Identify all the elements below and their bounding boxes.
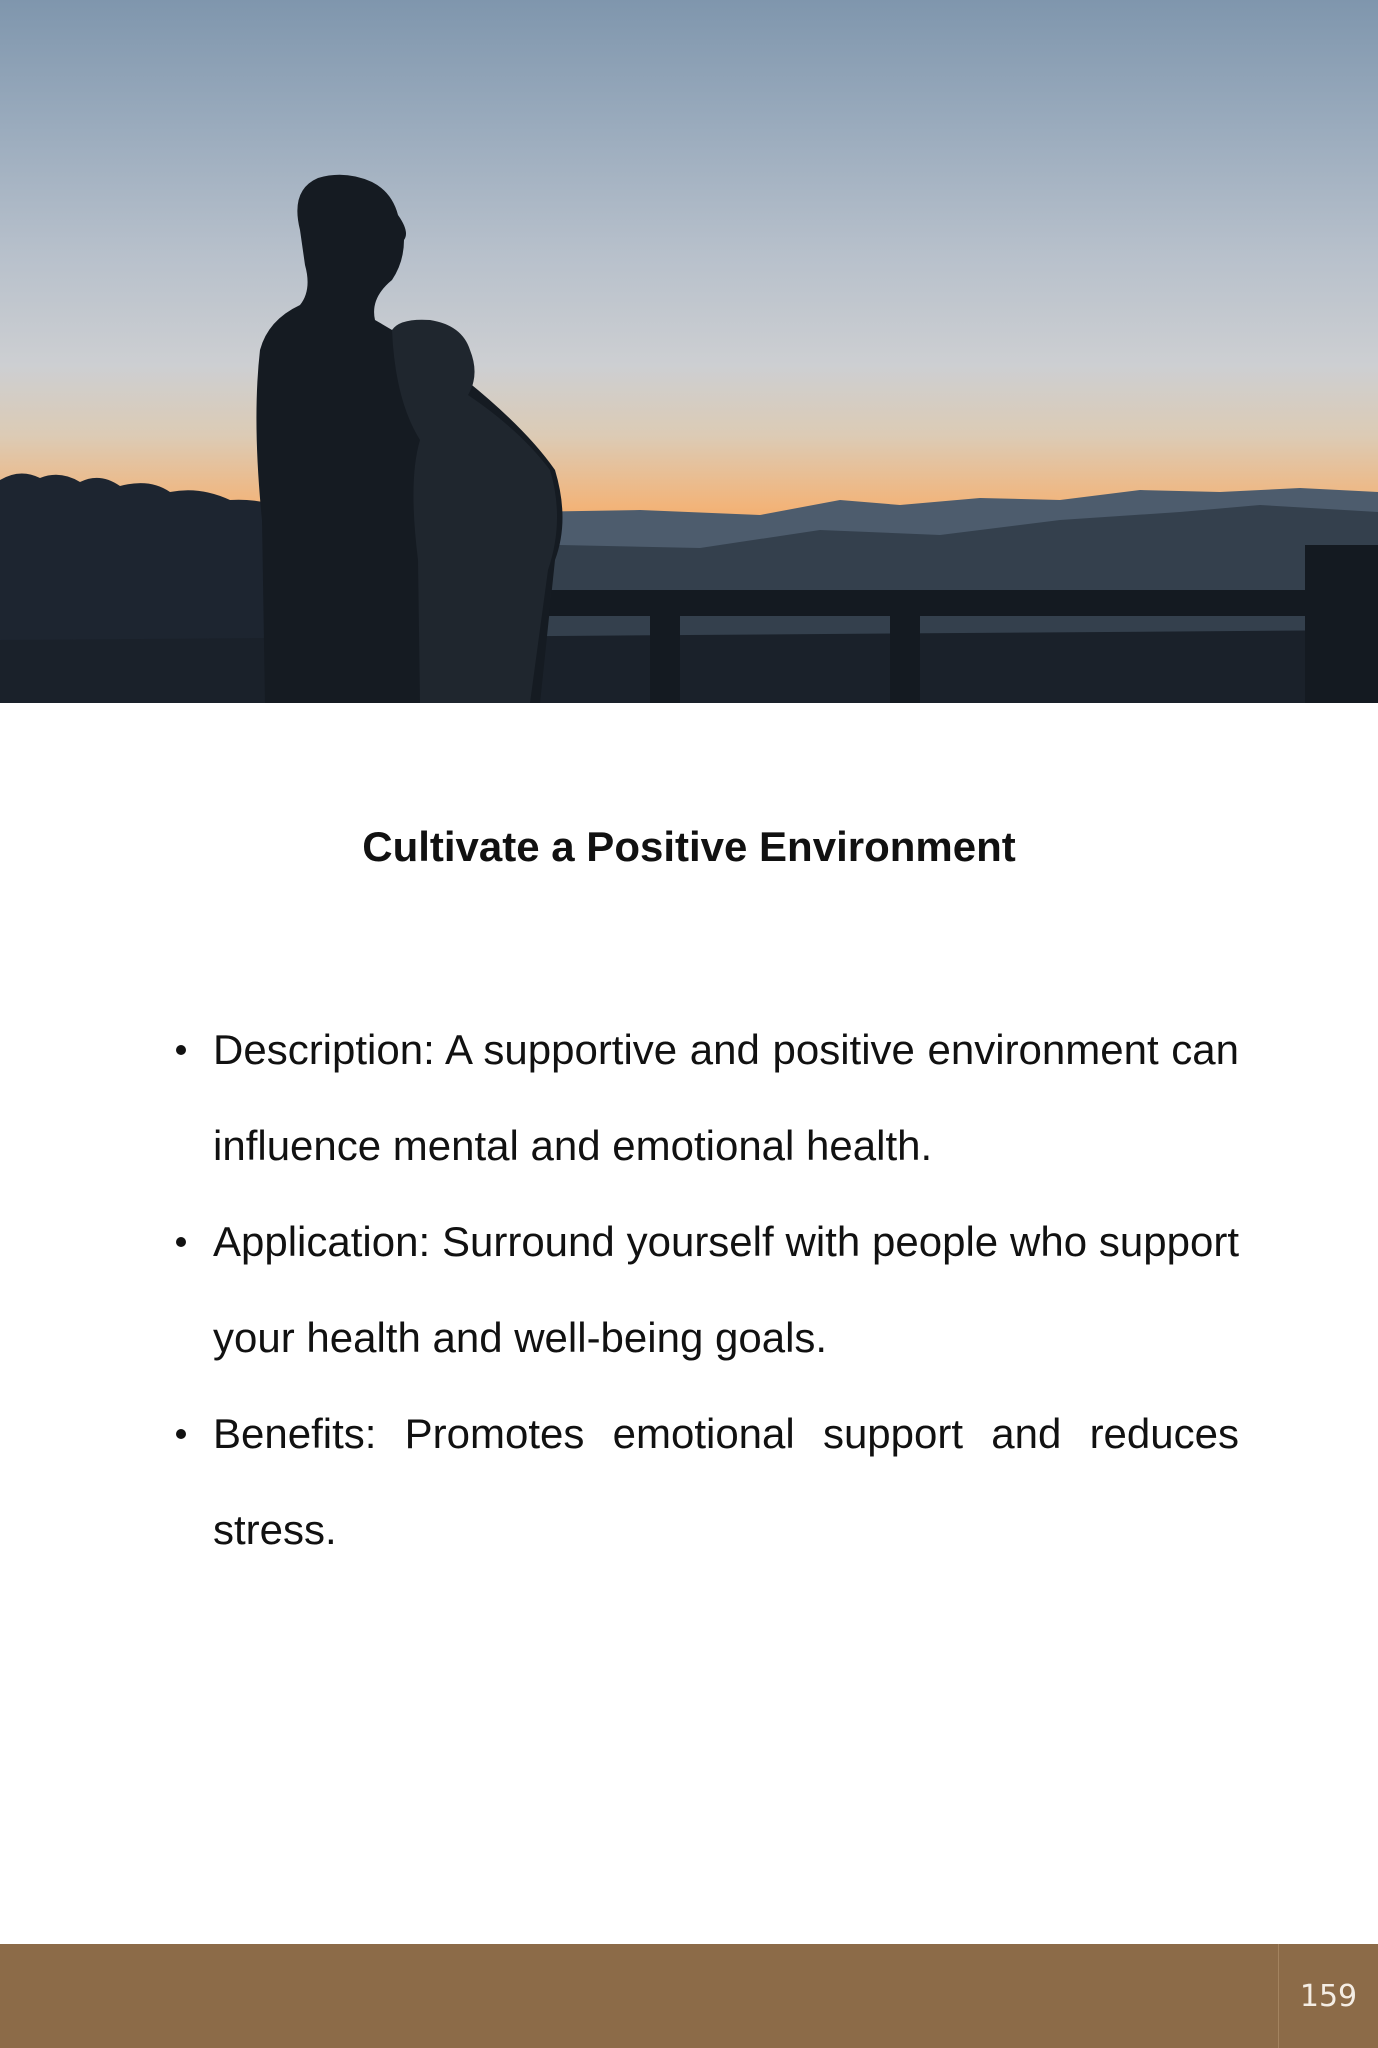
foreground-shadow (0, 630, 1378, 703)
list-item (213, 1002, 1239, 1194)
section-title: Cultivate a Positive Environment (362, 823, 1016, 870)
railing-top (520, 590, 1378, 616)
list-item-text: Description: A supportive and positive environment can influence mental and emotional health. (213, 1026, 1239, 1169)
page-footer (0, 1944, 1378, 2048)
railing-post (650, 610, 680, 703)
sunset-silhouette-illustration (0, 0, 1378, 703)
list-item-text: Benefits: Promotes emotional support and reduces stress. (213, 1410, 1239, 1553)
bullet-icon (176, 1045, 186, 1055)
bullet-icon (176, 1429, 186, 1439)
bullet-list (213, 1002, 1239, 1578)
list-item (213, 1386, 1239, 1578)
railing-post (890, 605, 920, 703)
railing-post (1305, 545, 1378, 703)
page-number-box (1278, 1944, 1378, 2048)
list-item-text: Application: Surround yourself with people who support your health and well-being goals. (213, 1218, 1239, 1361)
list-item (213, 1194, 1239, 1386)
bullet-icon (176, 1237, 186, 1247)
hero-photo (0, 0, 1378, 703)
page-number: 159 (1299, 1978, 1358, 2014)
